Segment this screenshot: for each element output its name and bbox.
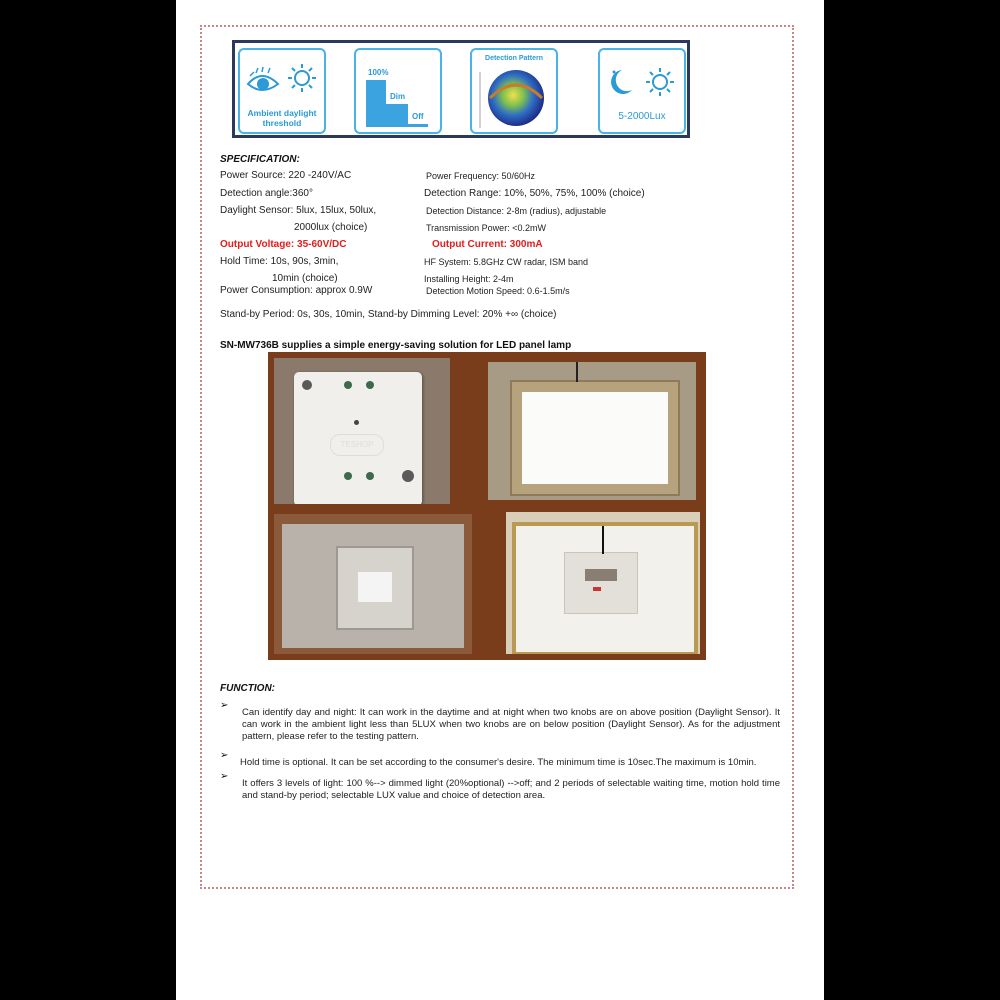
bullet-icon: ➢ <box>220 771 229 782</box>
ambient-daylight-card <box>238 48 326 134</box>
standby-period: Stand-by Period: 0s, 30s, 10min, Stand-by Dimming Level: 20% +∞ (choice) <box>220 309 557 320</box>
function-item-1: Can identify day and night: It can work in the daytime and at night when two knobs are on above position (Daylight Sensor). It can work in the ambient light less than 5LUX when two knobs are on below position (Daylight Sensor). As for the adjustment pattern, please refer to the testing pattern. <box>242 707 780 742</box>
daylight-sensor-cont: 2000lux (choice) <box>294 222 368 233</box>
card3-caption: Detection Pattern <box>485 55 543 62</box>
panel-back-photo <box>274 514 472 654</box>
daylight-sensor: Daylight Sensor: 5lux, 15lux, 50lux, <box>220 205 377 216</box>
bullet-icon: ➢ <box>220 750 229 761</box>
spec-heading: SPECIFICATION: <box>220 154 300 165</box>
feature-icon-banner <box>232 40 690 138</box>
transmission-power: Transmission Power: <0.2mW <box>426 223 546 233</box>
led-panel-lit-photo <box>488 362 696 500</box>
level-100-bar <box>366 80 386 124</box>
power-frequency: Power Frequency: 50/60Hz <box>426 171 536 181</box>
lux-range-card <box>598 48 686 134</box>
level-dim-bar <box>386 104 408 124</box>
panel-gold-back-photo <box>506 512 700 654</box>
detection-globe-icon <box>472 62 556 134</box>
function-heading: FUNCTION: <box>220 683 275 694</box>
installing-height: Installing Height: 2-4m <box>424 274 514 284</box>
function-item-3: It offers 3 levels of light: 100 %--> dimmed light (20%optional) -->off; and 2 periods of selectable waiting time, motion hold time and stand-by period; selectable LUX value and choice of detection area. <box>242 778 780 801</box>
power-source: Power Source: 220 -240V/AC <box>220 170 352 181</box>
document-page <box>176 0 824 1000</box>
output-current: Output Current: 300mA <box>432 239 543 250</box>
brand-logo: TESHOP <box>330 434 384 456</box>
card1-caption: Ambient daylight threshold <box>247 108 317 128</box>
output-voltage: Output Voltage: 35-60V/DC <box>220 239 347 250</box>
function-item-2: Hold time is optional. It can be set according to the consumer's desire. The minimum time is 10sec.The maximum is 10min. <box>240 757 757 768</box>
detection-pattern-card <box>470 48 558 134</box>
level-off-bar <box>366 124 428 127</box>
hf-system: HF System: 5.8GHz CW radar, ISM band <box>424 257 589 267</box>
level-100-label: 100% <box>368 68 389 77</box>
detection-angle: Detection angle:360° <box>220 188 313 199</box>
level-off-label: Off <box>412 112 424 121</box>
sensor-box-photo <box>274 358 450 504</box>
detection-motion-speed: Detection Motion Speed: 0.6-1.5m/s <box>426 286 570 296</box>
bullet-icon: ➢ <box>220 700 229 711</box>
level-dim-label: Dim <box>390 92 406 101</box>
detection-distance: Detection Distance: 2-8m (radius), adjustable <box>426 206 607 216</box>
hold-time-cont: 10min (choice) <box>272 273 338 284</box>
eye-sun-icon <box>240 56 324 106</box>
product-photo-collage <box>268 352 706 660</box>
detection-range: Detection Range: 10%, 50%, 75%, 100% (choice) <box>424 188 645 199</box>
power-consumption: Power Consumption: approx 0.9W <box>220 285 373 296</box>
moon-sun-icon <box>600 62 684 102</box>
hold-time: Hold Time: 10s, 90s, 3min, <box>220 256 339 267</box>
dim-levels-card <box>354 48 442 134</box>
card4-caption: 5-2000Lux <box>618 111 666 122</box>
solution-title: SN-MW736B supplies a simple energy-saving solution for LED panel lamp <box>220 340 572 351</box>
